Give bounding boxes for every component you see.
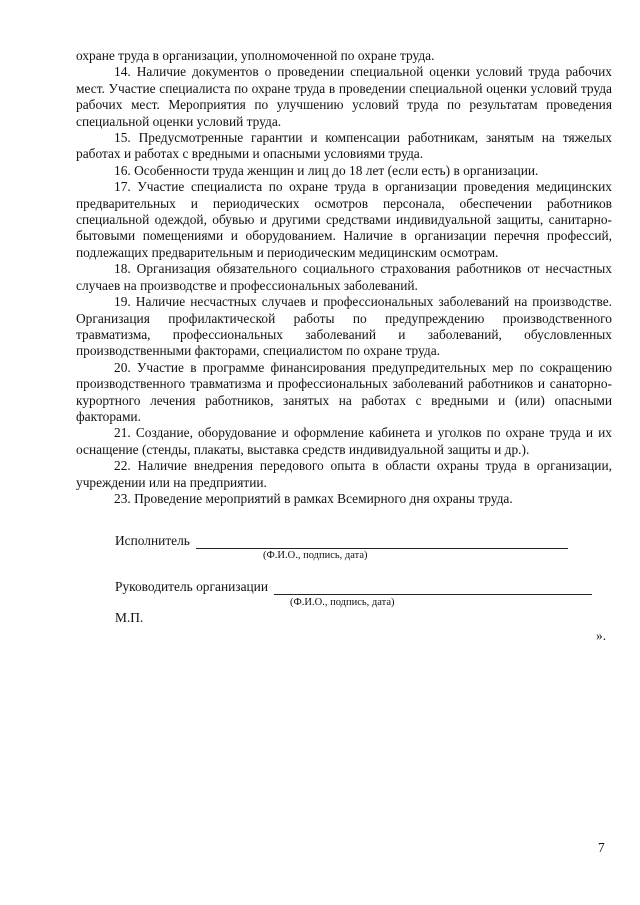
executor-label: Исполнитель bbox=[115, 533, 190, 548]
paragraph-23: 23. Проведение мероприятий в рамках Всемирного дня охраны труда. bbox=[114, 490, 513, 506]
page-number: 7 bbox=[598, 840, 605, 855]
paragraph-17: 17. Участие специалиста по охране труда в организации проведения медицинских предварительных и периодических осмотров персонала, обеспечении работников специальной одеждой, обувью и другими средствами индивидуальной защиты, санитарно-бытовыми помещениями и оборудованием. Наличие в организации перечня профессий, подлежащих предварительным и периодическим медицинским осмотрам. bbox=[76, 179, 612, 260]
head-signature-block bbox=[115, 579, 592, 595]
head-caption: (Ф.И.О., подпись, дата) bbox=[290, 597, 395, 608]
body-text bbox=[76, 48, 612, 507]
paragraph-15: 15. Предусмотренные гарантии и компенсации работникам, занятым на тяжелых работах и работах с вредными и опасными условиями труда. bbox=[76, 130, 612, 162]
paragraph-16: 16. Особенности труда женщин и лиц до 18 лет (если есть) в организации. bbox=[114, 162, 539, 178]
executor-caption: (Ф.И.О., подпись, дата) bbox=[263, 550, 368, 561]
paragraph-14: 14. Наличие документов о проведении специальной оценки условий труда рабочих мест. Участие специалиста по охране труда в проведении специальной оценки условий труда рабочих мест. Мероприятия по улучшению условий труда по результатам проведения специальной оценки условий труда. bbox=[76, 64, 612, 129]
paragraph-continuation: охране труда в организации, уполномоченной по охране труда. bbox=[76, 48, 435, 63]
paragraph-18: 18. Организация обязательного социального страхования работников от несчастных случаев на производстве и профессиональных заболеваний. bbox=[76, 261, 612, 293]
paragraph-22: 22. Наличие внедрения передового опыта в области охраны труда в организации, учреждении или на предприятии. bbox=[76, 458, 612, 490]
head-signature-line bbox=[274, 580, 592, 595]
stamp-label: М.П. bbox=[115, 610, 144, 625]
head-label: Руководитель организации bbox=[115, 579, 269, 594]
paragraph-19: 19. Наличие несчастных случаев и профессиональных заболеваний на производстве. Организация профилактической работы по предупреждению производственного травматизма, профессиональных заболеваний и заболеваний, обусловленных производственными факторами, специалистом по охране труда. bbox=[76, 294, 612, 359]
paragraph-21: 21. Создание, оборудование и оформление кабинета и уголков по охране труда и их оснащение (стенды, плакаты, выставка средств индивидуальной защиты и др.). bbox=[76, 425, 612, 457]
paragraph-20: 20. Участие в программе финансирования предупредительных мер по сокращению производственного травматизма и профессиональных заболеваний работников и санаторно-курортного лечения работников, занятых на работах с вредными и (или) опасными факторами. bbox=[76, 359, 612, 424]
closing-quote: ». bbox=[596, 628, 607, 643]
executor-signature-line bbox=[196, 534, 568, 549]
executor-signature-block bbox=[115, 533, 568, 549]
